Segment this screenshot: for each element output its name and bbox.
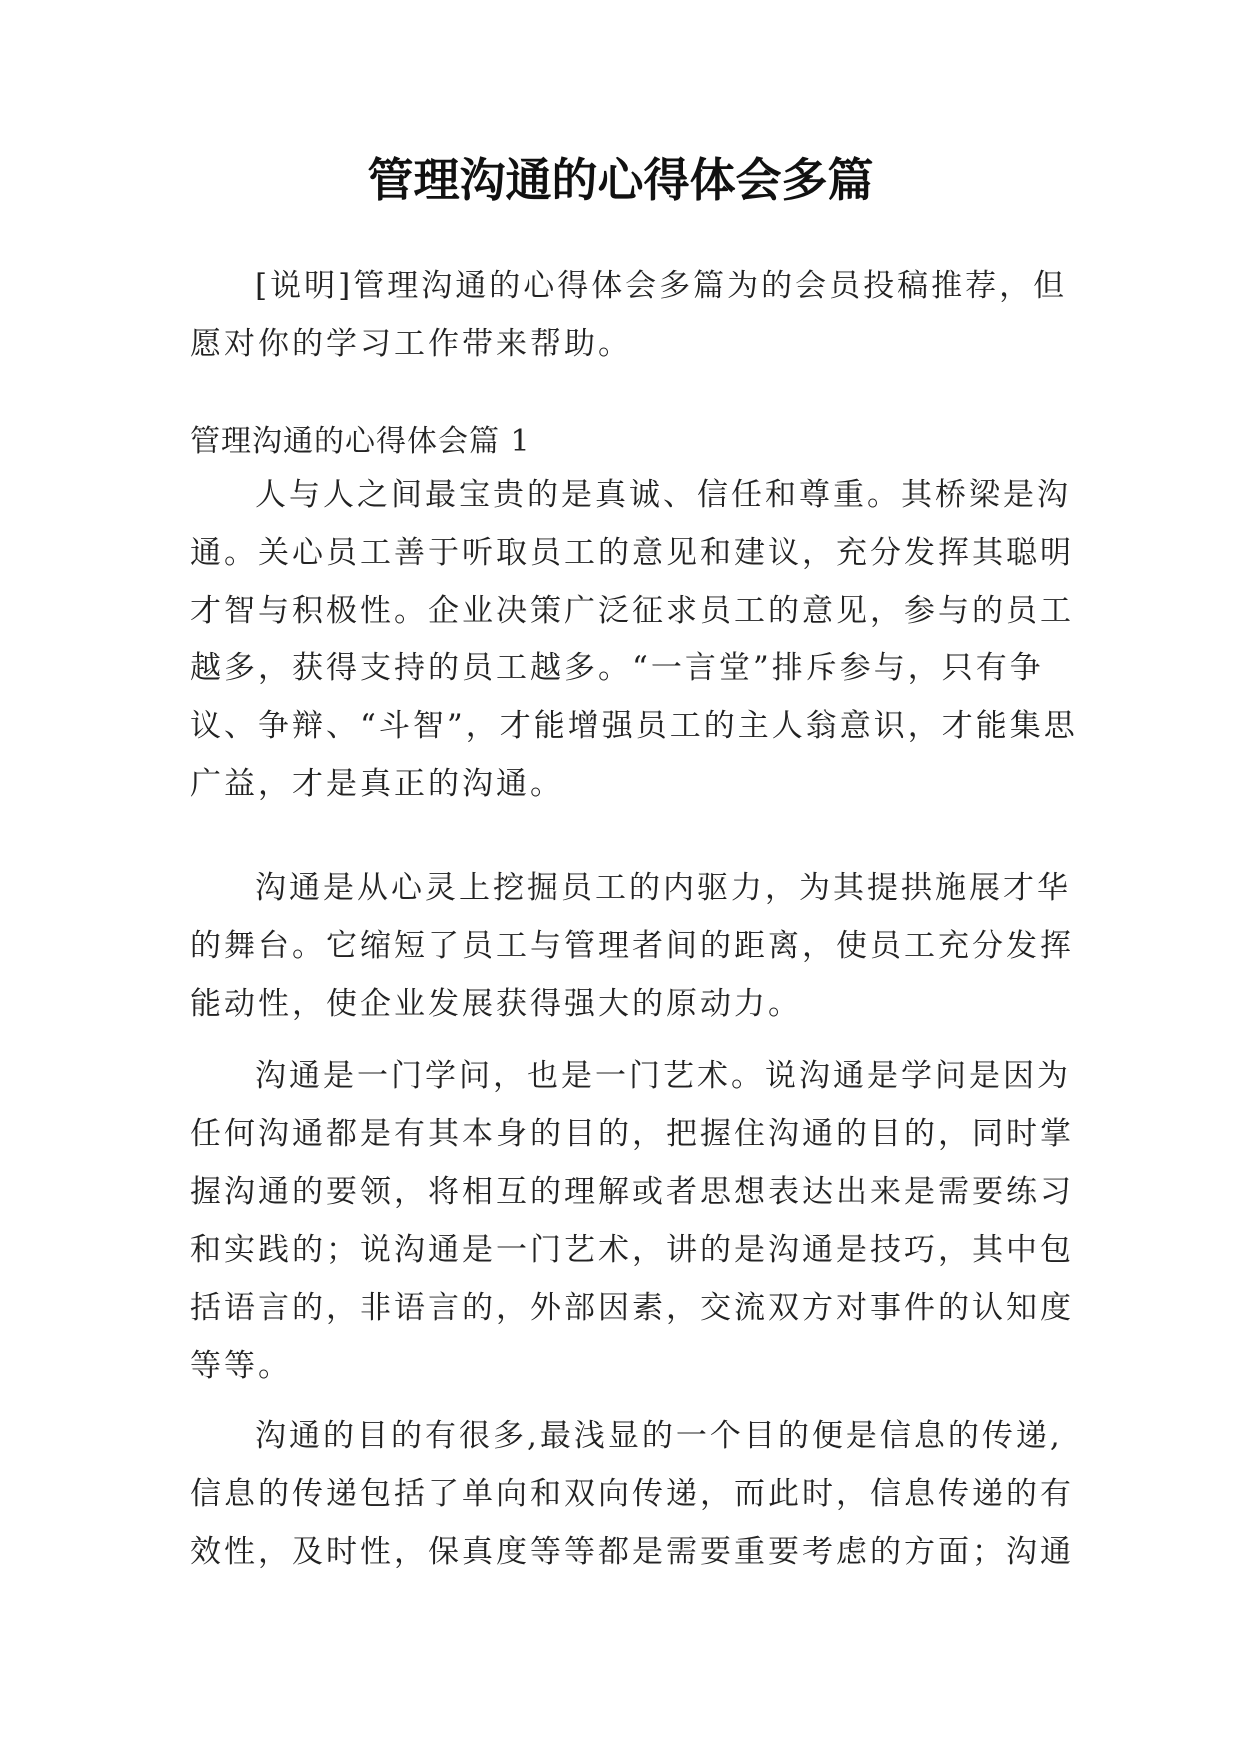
paragraph-line: 人与人之间最宝贵的是真诚、信任和尊重。其桥梁是沟 bbox=[255, 477, 1071, 513]
paragraph-line: 沟通的目的有很多,最浅显的一个目的便是信息的传递, bbox=[255, 1418, 1063, 1454]
paragraph-line: 信息的传递包括了单向和双向传递，而此时，信息传递的有 bbox=[190, 1476, 1074, 1512]
paragraph-line: 和实践的；说沟通是一门艺术，讲的是沟通是技巧，其中包 bbox=[190, 1232, 1074, 1268]
paragraph-line: 才智与积极性。企业决策广泛征求员工的意见，参与的员工 bbox=[190, 593, 1074, 629]
paragraph-line: 广益，才是真正的沟通。 bbox=[190, 766, 564, 802]
paragraph-line: 效性，及时性，保真度等等都是需要重要考虑的方面；沟通 bbox=[190, 1534, 1074, 1570]
paragraph-line: 的舞台。它缩短了员工与管理者间的距离，使员工充分发挥 bbox=[190, 928, 1074, 964]
intro-line: [说明]管理沟通的心得体会多篇为的会员投稿推荐，但 bbox=[255, 268, 1068, 304]
document-title: 管理沟通的心得体会多篇 bbox=[367, 153, 874, 207]
paragraph-line: 沟通是一门学问，也是一门艺术。说沟通是学问是因为 bbox=[255, 1058, 1071, 1094]
paragraph-line: 越多，获得支持的员工越多。“一言堂”排斥参与，只有争 bbox=[190, 650, 1044, 686]
section-heading: 管理沟通的心得体会篇 1 bbox=[190, 424, 531, 459]
paragraph-line: 通。关心员工善于听取员工的意见和建议，充分发挥其聪明 bbox=[190, 535, 1074, 571]
paragraph-line: 握沟通的要领，将相互的理解或者思想表达出来是需要练习 bbox=[190, 1174, 1074, 1210]
intro-line: 愿对你的学习工作带来帮助。 bbox=[190, 326, 632, 362]
paragraph-line: 能动性，使企业发展获得强大的原动力。 bbox=[190, 986, 802, 1022]
paragraph-line: 等等。 bbox=[190, 1348, 292, 1384]
paragraph-line: 沟通是从心灵上挖掘员工的内驱力，为其提拱施展才华 bbox=[255, 870, 1071, 906]
paragraph-line: 括语言的，非语言的，外部因素，交流双方对事件的认知度 bbox=[190, 1290, 1074, 1326]
paragraph-line: 任何沟通都是有其本身的目的，把握住沟通的目的，同时掌 bbox=[190, 1116, 1074, 1152]
paragraph-line: 议、争辩、“斗智”，才能增强员工的主人翁意识，才能集思 bbox=[190, 708, 1078, 744]
